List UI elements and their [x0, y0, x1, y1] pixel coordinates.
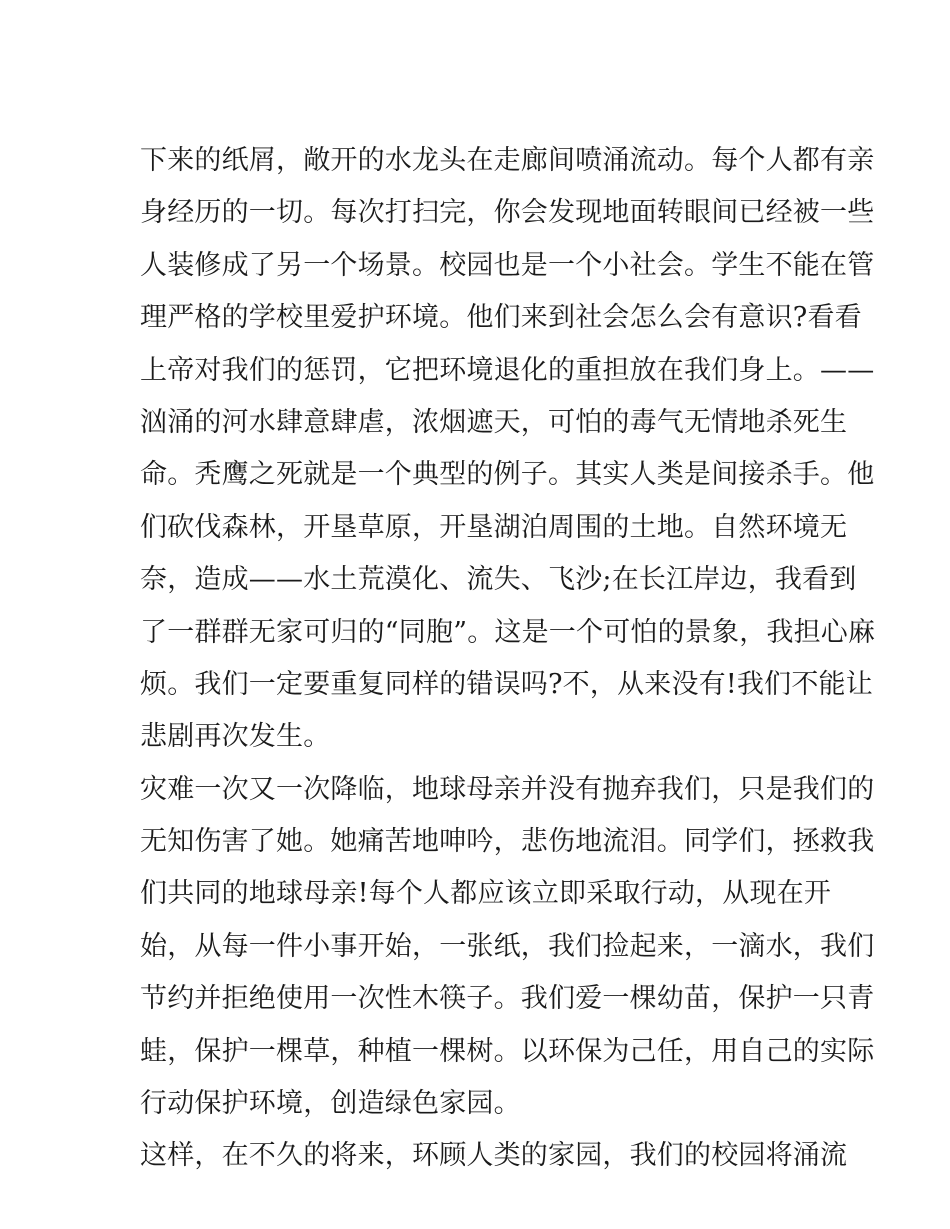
text-line: 命。秃鹰之死就是一个典型的例子。其实人类是间接杀手。他: [140, 459, 875, 491]
body-text: [140, 135, 876, 1183]
text-line: 这样，在不久的将来，环顾人类的家园，我们的校园将涌流: [140, 1140, 848, 1172]
text-line: 理严格的学校里爱护环境。他们来到社会怎么会有意识?看看: [140, 302, 862, 334]
text-line: 无知伤害了她。她痛苦地呻吟，悲伤地流泪。同学们，拯救我: [140, 826, 875, 858]
text-line: 节约并拒绝使用一次性木筷子。我们爱一棵幼苗，保护一只青: [140, 983, 875, 1015]
text-line: 们共同的地球母亲!每个人都应该立即采取行动，从现在开: [140, 878, 832, 910]
text-line: 蛙，保护一棵草，种植一棵树。以环保为己任，用自己的实际: [140, 1035, 875, 1067]
text-line: 灾难一次又一次降临，地球母亲并没有抛弃我们，只是我们的: [140, 773, 875, 805]
text-line: 汹涌的河水肆意肆虐，浓烟遮天，可怕的毒气无情地杀死生: [140, 406, 848, 438]
text-line: 们砍伐森林，开垦草原，开垦湖泊周围的土地。自然环境无: [140, 511, 848, 543]
text-line: 上帝对我们的惩罚，它把环境退化的重担放在我们身上。——: [140, 354, 875, 386]
text-line: 人装修成了另一个场景。校园也是一个小社会。学生不能在管: [140, 249, 875, 281]
text-line: 下来的纸屑，敞开的水龙头在走廊间喷涌流动。每个人都有亲: [140, 145, 875, 176]
text-line: 奈，造成——水土荒漠化、流失、飞沙;在长江岸边，我看到: [140, 564, 857, 596]
text-line: 了一群群无家可归的“同胞”。这是一个可怕的景象，我担心麻: [140, 616, 876, 648]
text-line: 烦。我们一定要重复同样的错误吗?不，从来没有!我们不能让: [140, 668, 873, 700]
text-line: 行动保护环境，创造绿色家园。: [140, 1088, 521, 1120]
text-line: 身经历的一切。每次打扫完，你会发现地面转眼间已经被一些: [140, 197, 875, 229]
text-line: 始，从每一件小事开始，一张纸，我们捡起来，一滴水，我们: [140, 930, 875, 962]
text-line: 悲剧再次发生。: [140, 721, 331, 753]
